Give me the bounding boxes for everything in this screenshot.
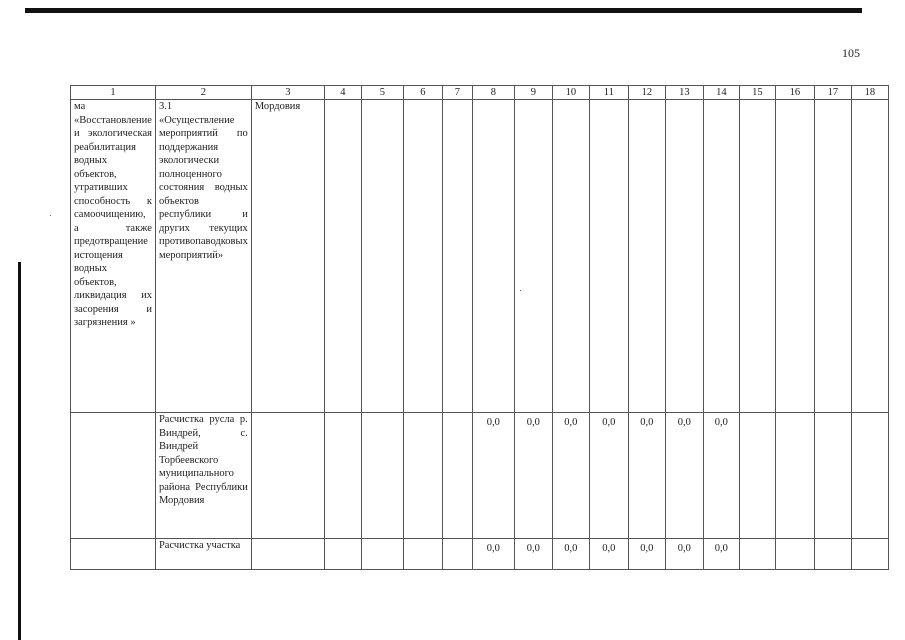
table-cell xyxy=(851,100,888,413)
column-header: 15 xyxy=(739,86,775,100)
value-cell: 0,0 xyxy=(589,539,628,570)
table-cell xyxy=(403,413,442,539)
measure-cell xyxy=(155,100,251,413)
column-header: 8 xyxy=(472,86,514,100)
page-number: 105 xyxy=(842,46,860,60)
value-cell: 0,0 xyxy=(514,539,552,570)
table-cell xyxy=(324,413,361,539)
table-row xyxy=(71,413,889,539)
value-cell: 0,0 xyxy=(589,413,628,539)
data-table xyxy=(70,85,889,570)
value-cell: 0,0 xyxy=(472,539,514,570)
table-cell xyxy=(739,413,775,539)
value-cell: 0,0 xyxy=(472,413,514,539)
column-header: 17 xyxy=(814,86,851,100)
top-border-bar xyxy=(25,8,862,13)
value-cell: 0,0 xyxy=(628,413,665,539)
table-cell xyxy=(403,539,442,570)
measure-text: «Осуществление мероприятий по поддержания экологически полноценного состояния водных объектов республики и других текущих противопаводковых мероприятий» xyxy=(158,114,248,261)
column-header: 16 xyxy=(775,86,814,100)
table-cell xyxy=(814,539,851,570)
column-header: 14 xyxy=(703,86,739,100)
program-name-cell: ма «Восстановление и экологическая реабилитация водных объектов, утративших способность к самоочищению, а также предотвращение истощения водных объектов, ликвидация их засорения и загрязнения » xyxy=(71,100,156,413)
table-cell xyxy=(775,100,814,413)
table-cell xyxy=(442,539,472,570)
table-cell xyxy=(552,100,589,413)
value-cell: 0,0 xyxy=(552,539,589,570)
value-cell: 0,0 xyxy=(703,539,739,570)
value-cell: 0,0 xyxy=(703,413,739,539)
table-cell xyxy=(361,413,403,539)
value-cell: 0,0 xyxy=(628,539,665,570)
value-cell: 0,0 xyxy=(514,413,552,539)
table-cell xyxy=(324,539,361,570)
column-header: 6 xyxy=(403,86,442,100)
value-cell: 0,0 xyxy=(552,413,589,539)
table-cell xyxy=(814,413,851,539)
table-cell xyxy=(361,539,403,570)
column-header: 12 xyxy=(628,86,665,100)
table-cell xyxy=(703,100,739,413)
table-row xyxy=(71,100,889,413)
table-cell xyxy=(739,100,775,413)
table-cell xyxy=(514,100,552,413)
column-header: 10 xyxy=(552,86,589,100)
table-cell xyxy=(814,100,851,413)
table-cell xyxy=(442,100,472,413)
column-header: 5 xyxy=(361,86,403,100)
table-cell xyxy=(71,413,156,539)
table-cell xyxy=(251,539,324,570)
measure-number: 3.1 xyxy=(158,101,173,112)
column-header: 13 xyxy=(665,86,703,100)
activity-cell: Расчистка участка xyxy=(155,539,251,570)
activity-cell: Расчистка русла р. Виндрей, с. Виндрей Торбеевского муниципального района Республики Мордовия xyxy=(155,413,251,539)
column-header: 3 xyxy=(251,86,324,100)
column-header: 2 xyxy=(155,86,251,100)
column-header: 4 xyxy=(324,86,361,100)
table-cell xyxy=(665,100,703,413)
table-cell xyxy=(472,100,514,413)
column-header: 1 xyxy=(71,86,156,100)
region-cell: Мордовия xyxy=(251,100,324,413)
header-row xyxy=(71,86,889,100)
table-cell xyxy=(361,100,403,413)
table-cell xyxy=(324,100,361,413)
scan-speck xyxy=(50,215,51,216)
table-cell xyxy=(403,100,442,413)
table-cell xyxy=(851,539,888,570)
table-cell xyxy=(251,413,324,539)
value-cell: 0,0 xyxy=(665,539,703,570)
table-cell xyxy=(442,413,472,539)
column-header: 9 xyxy=(514,86,552,100)
table-row xyxy=(71,539,889,570)
table-cell xyxy=(71,539,156,570)
column-header: 11 xyxy=(589,86,628,100)
value-cell: 0,0 xyxy=(665,413,703,539)
column-header: 18 xyxy=(851,86,888,100)
left-border-bar xyxy=(18,262,21,640)
table-cell xyxy=(589,100,628,413)
table-cell xyxy=(851,413,888,539)
table-cell xyxy=(628,100,665,413)
table-cell xyxy=(775,539,814,570)
table-cell xyxy=(775,413,814,539)
column-header: 7 xyxy=(442,86,472,100)
table-cell xyxy=(739,539,775,570)
